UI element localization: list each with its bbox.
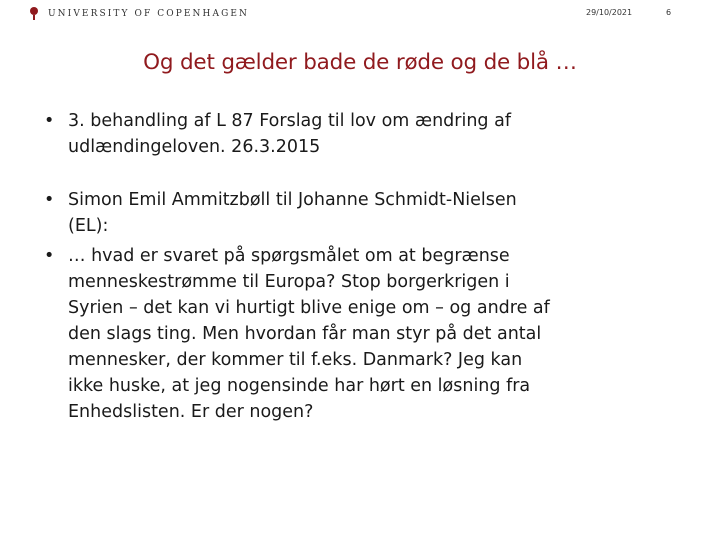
bullet-line: (EL): (68, 216, 109, 236)
bullet-item (44, 243, 684, 425)
ku-seal-icon (28, 6, 40, 22)
slide-header (0, 0, 720, 28)
page-number: 6 (666, 8, 672, 17)
bullet-marker: • (44, 190, 55, 210)
bullet-line: Simon Emil Ammitzbøll til Johanne Schmidt-Nielsen (68, 190, 517, 210)
bullet-item (44, 108, 684, 160)
university-name: UNIVERSITY OF COPENHAGEN (48, 9, 250, 19)
slide-body (44, 108, 684, 425)
slide-title: Og det gælder bade de røde og de blå … (143, 50, 577, 75)
bullet-marker: • (44, 111, 55, 131)
bullet-line: Syrien – det kan vi hurtigt blive enige om – og andre af (68, 298, 550, 318)
bullet-line: … hvad er svaret på spørgsmålet om at begrænse (68, 246, 510, 266)
bullet-line: den slags ting. Men hvordan får man styr på det antal (68, 324, 542, 344)
bullet-item (44, 187, 684, 239)
bullet-line: Enhedslisten. Er der nogen? (68, 402, 314, 422)
bullet-line: mennesker, der kommer til f.eks. Danmark? Jeg kan (68, 350, 523, 370)
bullet-marker: • (44, 246, 55, 266)
bullet-line: menneskestrømme til Europa? Stop borgerkrigen i (68, 272, 510, 292)
bullet-line: udlændingeloven. 26.3.2015 (68, 137, 321, 157)
bullet-line: ikke huske, at jeg nogensinde har hørt en løsning fra (68, 376, 531, 396)
bullet-line: 3. behandling af L 87 Forslag til lov om ændring af (68, 111, 511, 131)
slide-date: 29/10/2021 (586, 8, 633, 17)
